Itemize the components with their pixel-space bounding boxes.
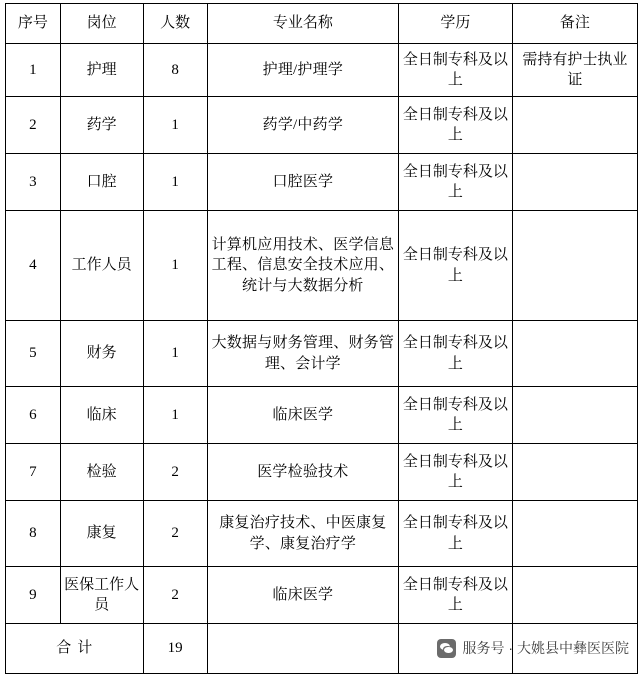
cell-post: 临床 <box>60 387 143 444</box>
header-row <box>6 4 638 44</box>
cell-post: 医保工作人员 <box>60 567 143 624</box>
cell-seq: 6 <box>6 387 61 444</box>
cell-seq: 7 <box>6 444 61 501</box>
cell-remark: 需持有护士执业证 <box>512 44 637 97</box>
table-row <box>6 567 638 624</box>
recruitment-table <box>5 3 638 674</box>
column-header-education: 学历 <box>399 4 513 44</box>
cell-education: 全日制专科及以上 <box>399 501 513 567</box>
cell-remark <box>512 97 637 154</box>
cell-remark <box>512 321 637 387</box>
cell-major: 计算机应用技术、医学信息工程、信息安全技术应用、统计与大数据分析 <box>207 211 398 321</box>
total-label: 合计 <box>6 624 144 674</box>
cell-post: 康复 <box>60 501 143 567</box>
cell-count: 2 <box>143 501 207 567</box>
cell-education: 全日制专科及以上 <box>399 154 513 211</box>
cell-remark <box>512 567 637 624</box>
column-header-post: 岗位 <box>60 4 143 44</box>
cell-post: 检验 <box>60 444 143 501</box>
column-header-major: 专业名称 <box>207 4 398 44</box>
table-row <box>6 154 638 211</box>
table-row <box>6 321 638 387</box>
table-header <box>6 4 638 44</box>
cell-count: 1 <box>143 387 207 444</box>
column-header-seq: 序号 <box>6 4 61 44</box>
cell-count: 2 <box>143 567 207 624</box>
cell-education: 全日制专科及以上 <box>399 97 513 154</box>
cell-seq: 1 <box>6 44 61 97</box>
cell-remark <box>512 211 637 321</box>
table-row <box>6 211 638 321</box>
cell-post: 财务 <box>60 321 143 387</box>
cell-major: 大数据与财务管理、财务管理、会计学 <box>207 321 398 387</box>
cell-major: 康复治疗技术、中医康复学、康复治疗学 <box>207 501 398 567</box>
table-row <box>6 501 638 567</box>
cell-count: 1 <box>143 211 207 321</box>
cell-major: 口腔医学 <box>207 154 398 211</box>
cell-remark <box>512 501 637 567</box>
cell-education: 全日制专科及以上 <box>399 211 513 321</box>
column-header-remark: 备注 <box>512 4 637 44</box>
table-row <box>6 444 638 501</box>
column-header-count: 人数 <box>143 4 207 44</box>
cell-seq: 4 <box>6 211 61 321</box>
cell-seq: 8 <box>6 501 61 567</box>
table-row <box>6 44 638 97</box>
cell-remark <box>512 387 637 444</box>
cell-post: 口腔 <box>60 154 143 211</box>
cell-major: 临床医学 <box>207 387 398 444</box>
table-row <box>6 387 638 444</box>
cell-education: 全日制专科及以上 <box>399 44 513 97</box>
footer-account <box>437 638 629 658</box>
footer-account-name: 服务号 · 大姚县中彝医医院 <box>462 640 629 656</box>
table-body <box>6 44 638 674</box>
cell-count: 2 <box>143 444 207 501</box>
total-value: 19 <box>143 624 207 674</box>
document-page <box>0 3 643 673</box>
cell-post: 护理 <box>60 44 143 97</box>
cell-count: 1 <box>143 321 207 387</box>
table-row <box>6 97 638 154</box>
cell-education: 全日制专科及以上 <box>399 321 513 387</box>
cell-education: 全日制专科及以上 <box>399 387 513 444</box>
wechat-icon <box>437 639 456 658</box>
cell-seq: 9 <box>6 567 61 624</box>
cell-education: 全日制专科及以上 <box>399 567 513 624</box>
cell-major: 临床医学 <box>207 567 398 624</box>
cell-seq: 5 <box>6 321 61 387</box>
cell-count: 1 <box>143 154 207 211</box>
cell-remark <box>512 154 637 211</box>
cell-post: 工作人员 <box>60 211 143 321</box>
cell-education: 全日制专科及以上 <box>399 444 513 501</box>
cell-count: 1 <box>143 97 207 154</box>
cell-major: 药学/中药学 <box>207 97 398 154</box>
footer-watermark <box>0 627 643 669</box>
cell-major: 护理/护理学 <box>207 44 398 97</box>
cell-post: 药学 <box>60 97 143 154</box>
cell-major: 医学检验技术 <box>207 444 398 501</box>
cell-seq: 3 <box>6 154 61 211</box>
cell-remark <box>512 444 637 501</box>
cell-seq: 2 <box>6 97 61 154</box>
cell-count: 8 <box>143 44 207 97</box>
